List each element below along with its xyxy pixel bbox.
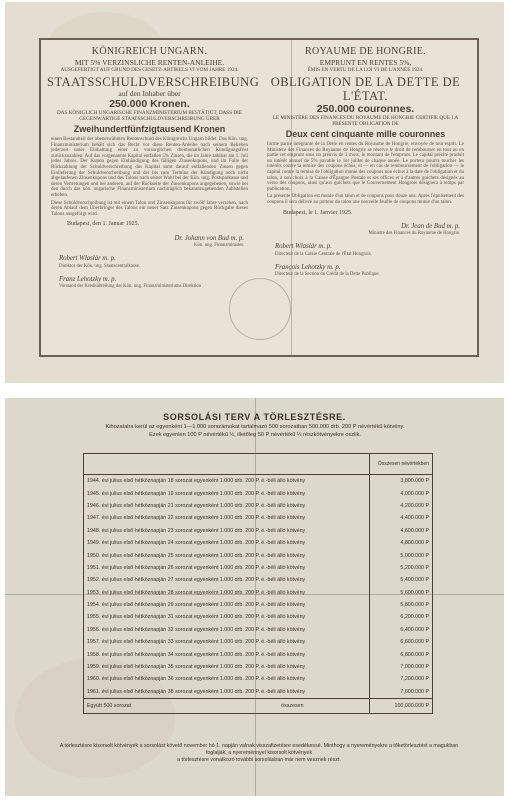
- row-year: 1947.: [87, 515, 101, 522]
- table-row: [84, 648, 433, 660]
- amount-words-fr: Deux cent cinquante mille couronnes: [285, 129, 446, 139]
- row-amount: 5,400.000 P: [370, 574, 433, 586]
- row-description: [84, 673, 370, 685]
- row-series: 29: [167, 602, 174, 609]
- issued-de: AUSGEFERTIGT AUF GRUND DES GESETZ-ARTIKELS VI VOM JAHRE 1924.: [60, 67, 239, 73]
- total-row: [84, 699, 433, 714]
- row-description: [84, 512, 370, 524]
- sig1-de: Dr. Johann von Bud m. p.: [174, 234, 244, 242]
- sig3-de: Franz Lehotzky m. p.: [59, 275, 117, 283]
- total-word: összesen: [281, 703, 304, 710]
- sig2-de: Robert Wlaslár m. p.: [59, 255, 116, 263]
- row-series: 31: [167, 614, 174, 621]
- row-year: 1950.: [87, 552, 101, 559]
- table-row: [84, 673, 433, 685]
- row-text-b: sorozat egyenként 1.000 drb. 200 P. é.-béli álló kötvény: [175, 577, 306, 584]
- row-description: [84, 624, 370, 636]
- signature-director-de: [47, 255, 252, 270]
- ministry-fr: LE MINISTÈRE DES FINANCES DU ROYAUME DE HONGRIE CERTIFIE QUE LA PRÉSENTE OBLIGATION DE: [272, 115, 459, 127]
- table-row: [84, 599, 433, 611]
- sig2-title-fr: Directeur de la Caisse Centrale de l'État Hongrois.: [275, 251, 372, 257]
- row-amount: 6,600.000 P: [370, 636, 433, 648]
- sig1-fr: Dr. Jean de Bud m. p.: [401, 222, 460, 230]
- row-text-a: évi julius első hétköznapján: [101, 515, 167, 522]
- row-amount: 7,000.000 P: [370, 661, 433, 673]
- row-year: 1958.: [87, 651, 101, 658]
- row-text-b: sorozat egyenként 1.000 drb. 200 P. é.-béli álló kötvény: [175, 552, 306, 559]
- row-year: 1953.: [87, 589, 101, 596]
- table-row: [84, 549, 433, 561]
- row-description: [84, 562, 370, 574]
- german-column: [47, 46, 260, 290]
- table-row: [84, 686, 433, 699]
- row-year: 1955.: [87, 614, 101, 621]
- row-text-b: sorozat egyenként 1.000 drb. 200 P. é.-béli álló kötvény: [175, 602, 306, 609]
- row-text-b: sorozat egyenként 1.000 drb. 200 P. é.-béli álló kötvény: [175, 527, 306, 534]
- table-row: [84, 636, 433, 648]
- row-year: 1957.: [87, 639, 101, 646]
- row-description: [84, 611, 370, 623]
- body2-fr: La présente Obligation est munie d'un talon et de coupons pour douze ans. Après l'épuisement des coupons il sera délivré au porteur du talon une nouvelle feuille de coupons munie d'un talon.: [267, 194, 464, 205]
- table-row: [84, 661, 433, 673]
- amount-de: 250.000 Kronen.: [109, 98, 190, 110]
- issued-fr: ÉMIS EN VERTU DE LA LOI VI DE L'ANNÉE 1924.: [307, 67, 424, 73]
- loan-de: MIT 5% VERZINSLICHE RENTEN-ANLEIHE.: [74, 58, 225, 67]
- row-description: [84, 487, 370, 499]
- row-text-a: évi julius első hétköznapján: [101, 688, 167, 695]
- table-row: [84, 624, 433, 636]
- table-row: [84, 574, 433, 586]
- signature-minister-de: [47, 235, 252, 250]
- sig3-title-de: Vorstand der Kreditabteilung der Kön. ung. Finanzministeriums Direktion: [59, 284, 202, 290]
- table-row: [84, 475, 433, 488]
- row-description: [84, 475, 370, 488]
- row-series: 33: [167, 639, 174, 646]
- row-description: [84, 661, 370, 673]
- amount-fr: 250.000 couronnes.: [316, 103, 415, 115]
- total-amount: 100,000.000 P: [370, 699, 433, 714]
- row-year: 1961.: [87, 688, 101, 695]
- row-text-b: sorozat egyenként 1.000 drb. 200 P. é.-béli álló kötvény: [175, 639, 306, 646]
- row-text-a: évi julius első hétköznapján: [101, 626, 167, 633]
- row-year: 1946.: [87, 502, 101, 509]
- bond-front-sheet: [5, 2, 504, 383]
- row-text-a: évi julius első hétköznapján: [101, 527, 167, 534]
- date-fr: Budapest, le 1. Janvier 1925.: [283, 209, 353, 216]
- plan-intro-line1: Kihozatalra kerül az egyenként 1—1.000 sorszámokat tartalmazó 500 sorozatban 500.000 drb. 200 P névértékű kötvény.: [105, 424, 405, 430]
- row-text-b: sorozat egyenként 1.000 drb. 200 P. é.-béli álló kötvény: [175, 490, 306, 497]
- plan-foot-line2: a törlesztésre vonatkozó további sorsolásban már nem vesznek részt.: [177, 757, 341, 763]
- row-text-a: évi julius első hétköznapján: [101, 589, 167, 596]
- signature-head-fr: [263, 264, 468, 279]
- row-description: [84, 537, 370, 549]
- row-amount: 3,800.000 P: [370, 475, 433, 488]
- row-text-b: sorozat egyenként 1.000 drb. 200 P. é.-béli álló kötvény: [175, 589, 306, 596]
- row-text-a: évi julius első hétköznapján: [101, 490, 167, 497]
- sig2-fr: Robert Wlaslár m. p.: [275, 243, 332, 251]
- table-row: [84, 587, 433, 599]
- table-row: [84, 512, 433, 524]
- table-row: [84, 500, 433, 512]
- body-fr: forme partie intégrante de la Dette en rentes du Royaume de Hongrie, envoyée de tout esprit. Le Ministère des Finances du Royaume de Hongrie se réserve le droit de rembourser en tout ou en partie cet emprunt sous un préavis de 3 mois, le montant de l'emprunt. Le capital précité produit un intérêt annuel de 5% payable le 1er juillet de chaque année. Le porteur pourra toucher les intérêts contre la remise des coupons échus, et — en cas de remboursement de l'obligation — le capital contre la remise de l'obligation munie des coupons non échus à la date de l'obligation et du talon, à son choix à la Caisse d'Épargne Postale et ses offices et à d'autres guichets désignés au verso des coupons, ainsi qu'aux guichets que le Gouvernement Hongrois désignera à temps par publication.: [267, 142, 464, 192]
- row-series: 21: [167, 502, 174, 509]
- table-row: [84, 611, 433, 623]
- table-row: [84, 562, 433, 574]
- plan-foot-line1: A törlesztésre kisorsolt kötvények a sorsolást követő november hó 1. napján valnak visszafizetésre esedékessé. Minthogy a nyereményekre a tőketörlesztést a magukban foglalják, a nyereménnyel kisorsolt kötvények: [59, 743, 459, 756]
- row-year: 1954.: [87, 602, 101, 609]
- title-fr: OBLIGATION DE LA DETTE DE L'ÉTAT.: [270, 75, 461, 103]
- row-text-a: évi julius első hétköznapján: [101, 639, 167, 646]
- row-year: 1956.: [87, 626, 101, 633]
- row-text-a: évi julius első hétköznapján: [101, 577, 167, 584]
- row-text-b: sorozat egyenként 1.000 drb. 200 P. é.-béli álló kötvény: [175, 626, 306, 633]
- row-description: [84, 599, 370, 611]
- row-year: 1949.: [87, 540, 101, 547]
- plan-intro-line2: Ezek egyenlen 100 P névértékű ½, illetőleg 50 P névértékű ¼ részkötvényekre oszlik.: [149, 431, 361, 438]
- sig3-fr: François Lehotzky m. p.: [275, 264, 341, 272]
- sig2-title-de: Direktor der Kön. ung. Staatscentralkasse.: [59, 263, 141, 269]
- row-amount: 4,400.000 P: [370, 512, 433, 524]
- signature-director-fr: [263, 243, 468, 258]
- loan-fr: EMPRUNT EN RENTES 5%,: [319, 58, 412, 67]
- country-fr: ROYAUME DE HONGRIE.: [305, 46, 426, 57]
- row-series: 28: [167, 589, 174, 596]
- row-text-a: évi julius első hétköznapján: [101, 664, 167, 671]
- signature-minister-fr: [263, 223, 468, 238]
- date-de: Budapest, den 1. Januar 1925.: [67, 221, 140, 228]
- row-amount: 6,400.000 P: [370, 624, 433, 636]
- row-amount: 6,800.000 P: [370, 648, 433, 660]
- body2-de: Diese Schuldverschreibung ist mit einem Talon und Zinsenkupons für zwölf Jahre versehen, nach deren Ablauf dem Überbringer des Talons ein neuer Satz Zinsenkupons gegen Rückgabe dieses Talons ausgefolgt wird.: [51, 200, 248, 217]
- row-amount: 7,600.000 P: [370, 686, 433, 699]
- row-series: 35: [167, 664, 174, 671]
- row-text-b: sorozat egyenként 1.000 drb. 200 P. é.-béli álló kötvény: [175, 614, 306, 621]
- row-text-b: sorozat egyenként 1.000 drb. 200 P. é.-béli álló kötvény: [175, 651, 306, 658]
- row-text-a: évi julius első hétköznapján: [101, 478, 167, 485]
- row-description: [84, 500, 370, 512]
- drawing-plan-sheet: [5, 398, 504, 796]
- row-text-a: évi julius első hétköznapján: [101, 552, 167, 559]
- row-year: 1960.: [87, 676, 101, 683]
- bond-frame: [39, 38, 479, 357]
- row-text-b: sorozat egyenként 1.000 drb. 200 P. é.-béli álló kötvény: [175, 478, 306, 485]
- plan-footnote: [49, 743, 469, 764]
- table-row: [84, 487, 433, 499]
- plan-title: SORSOLÁSI TERV A TÖRLESZTÉSRE.: [163, 412, 346, 422]
- country-de: KÖNIGREICH UNGARN.: [91, 46, 208, 57]
- ministry-de: DAS KÖNIGLICH UNGARISCHE FINANZMINISTERIUM BESTÄTIGT, DASS DIE GEGENWÄRTIGE STAATSSCHULDVERSCHREIBUNG ÜBER: [56, 110, 243, 122]
- total-label: Együtt 500 sorozat: [87, 703, 132, 710]
- row-description: [84, 549, 370, 561]
- row-text-b: sorozat egyenként 1.000 drb. 200 P. é.-béli álló kötvény: [175, 564, 306, 571]
- row-series: 24: [167, 540, 174, 547]
- row-description: [84, 686, 370, 699]
- row-amount: 4,600.000 P: [370, 525, 433, 537]
- row-series: 38: [167, 688, 174, 695]
- row-year: 1945.: [87, 490, 101, 497]
- row-amount: 7,200.000 P: [370, 673, 433, 685]
- row-text-a: évi julius első hétköznapján: [101, 502, 167, 509]
- french-column: [263, 46, 468, 279]
- row-year: 1959.: [87, 664, 101, 671]
- row-description: [84, 587, 370, 599]
- row-text-a: évi julius első hétköznapján: [101, 540, 167, 547]
- row-text-b: sorozat egyenként 1.000 drb. 200 P. é.-béli álló kötvény: [175, 688, 306, 695]
- amount-words-de: Zweihundertfünfzigtausend Kronen: [73, 124, 226, 134]
- row-series: 34: [167, 651, 174, 658]
- row-series: 22: [167, 515, 174, 522]
- total-label-cell: [84, 699, 370, 714]
- row-series: 18: [167, 478, 174, 485]
- table-row: [84, 537, 433, 549]
- row-text-a: évi julius első hétköznapján: [101, 676, 167, 683]
- row-series: 26: [167, 564, 174, 571]
- plan-intro: [35, 424, 475, 439]
- row-text-a: évi julius első hétköznapján: [101, 602, 167, 609]
- row-year: 1944.: [87, 478, 101, 485]
- sig1-title-fr: Ministre des Finances du Royaume de Hongrie.: [368, 231, 460, 237]
- row-text-b: sorozat egyenként 1.000 drb. 200 P. é.-béli álló kötvény: [175, 664, 306, 671]
- sig1-title-de: Kön. ung. Finanzminister.: [194, 242, 244, 248]
- row-series: 27: [167, 577, 174, 584]
- header-amount: Összesen névértékben: [370, 454, 433, 475]
- row-amount: 4,000.000 P: [370, 487, 433, 499]
- row-description: [84, 525, 370, 537]
- row-series: 36: [167, 676, 174, 683]
- title-de: STAATSSCHULDVERSCHREIBUNG: [47, 75, 260, 89]
- body-de: einen Bestandteil der obenerwähnten Rentenschuld des Königreichs Ungarn bildet. Das Kön. ung. Finanzministerium behält sich das Recht vor diese Renten-Anleihe nach seinem Belieben jederzeit unter Einhaltung einer zu vorsorglichen dreimonatlichen Kündigungsfrist zurückzuzahlen. Auf das vorgenannte Kapital entfallen 5% Zinsen, die im Jahre zahlbar am 1. Juli jedes Jahres. Der Kupon gegen Einhändigung des fälligen Zinsenkupons, und im Falle der Rückzahlung der Schuldverschreibung das Kapital samt darauf entfallenden Zinsen gegen Einlieferung der Schuldverschreibung und der bis zum Termine der Kündigung noch nicht abgelaufenen Zinsenkupons und des Talons nach seiner Wahl bei der Kön. ung. Postsparkasse und deren Vertretungen und bei anderen, auf der Rückseite der Zinsenkupons angegebenen, sowie bei den durch das kön. ungarische Finanzministerium nachträglich bekanntzugebenden Zahlstellen erheben.: [51, 137, 248, 198]
- drawing-schedule-table: [83, 453, 433, 714]
- row-text-a: évi julius első hétköznapján: [101, 564, 167, 571]
- row-year: 1951.: [87, 564, 101, 571]
- row-amount: 5,600.000 P: [370, 587, 433, 599]
- table-row: [84, 525, 433, 537]
- sig3-title-fr: Directeur de la Section du Crédit de la Dette Publique.: [275, 272, 380, 278]
- row-amount: 4,200.000 P: [370, 500, 433, 512]
- row-amount: 5,800.000 P: [370, 599, 433, 611]
- row-amount: 4,800.000 P: [370, 537, 433, 549]
- row-series: 32: [167, 626, 174, 633]
- row-amount: 5,200.000 P: [370, 562, 433, 574]
- row-text-b: sorozat egyenként 1.000 drb. 200 P. é.-béli álló kötvény: [175, 540, 306, 547]
- row-text-b: sorozat egyenként 1.000 drb. 200 P. é.-béli álló kötvény: [175, 676, 306, 683]
- row-text-a: évi julius első hétköznapján: [101, 614, 167, 621]
- row-series: 23: [167, 527, 174, 534]
- row-year: 1948.: [87, 527, 101, 534]
- row-text-b: sorozat egyenként 1.000 drb. 200 P. é.-béli álló kötvény: [175, 515, 306, 522]
- row-description: [84, 648, 370, 660]
- row-description: [84, 574, 370, 586]
- row-amount: 6,200.000 P: [370, 611, 433, 623]
- row-year: 1952.: [87, 577, 101, 584]
- row-text-a: évi julius első hétköznapján: [101, 651, 167, 658]
- row-series: 25: [167, 552, 174, 559]
- bearer-de: auf den Inhaber über: [118, 89, 181, 98]
- signature-head-de: [47, 276, 252, 291]
- row-text-b: sorozat egyenként 1.000 drb. 200 P. é.-béli álló kötvény: [175, 502, 306, 509]
- row-description: [84, 636, 370, 648]
- row-amount: 5,000.000 P: [370, 549, 433, 561]
- row-series: 19: [167, 490, 174, 497]
